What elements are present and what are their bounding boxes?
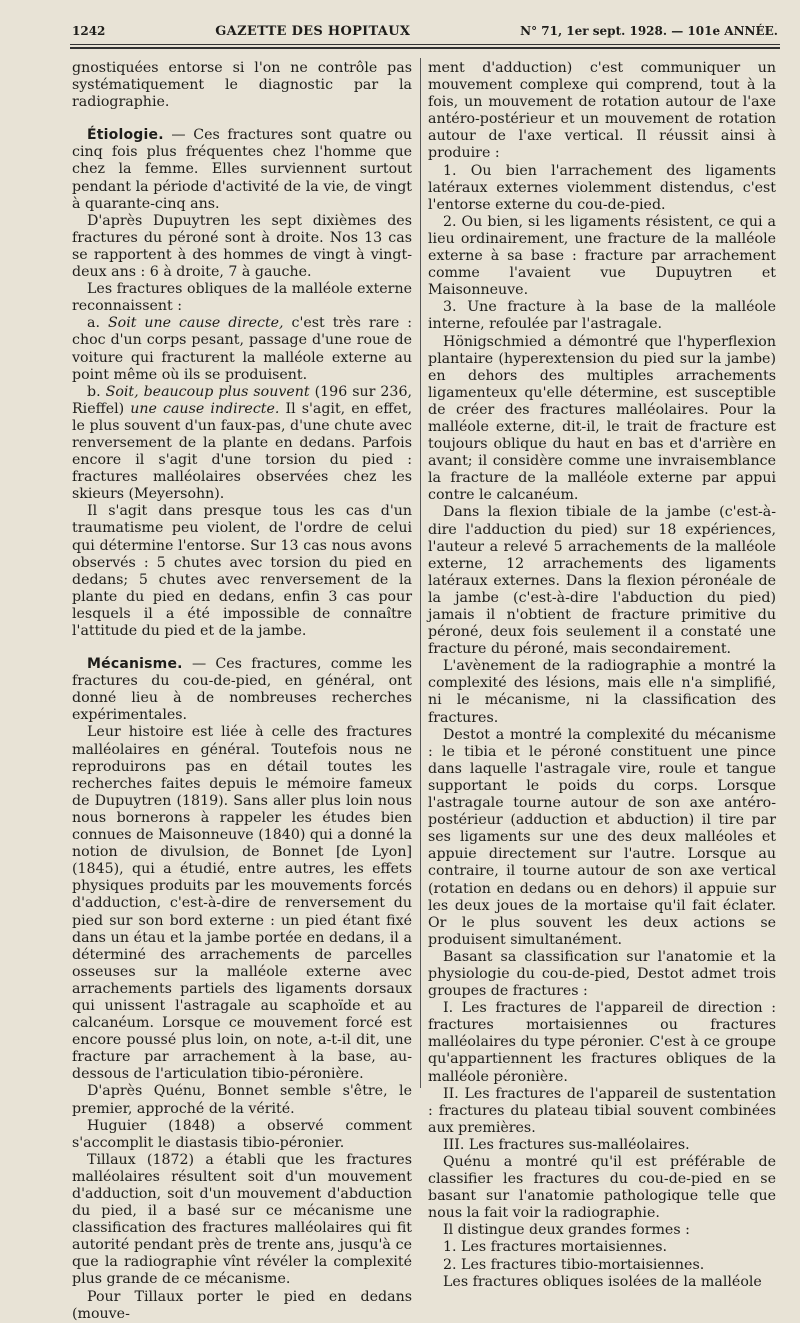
paragraph: D'après Dupuytren les sept dixièmes des fractures du péroné sont à droite. Nos 13 cas se rapportent à des hommes de vingt à vingt-deux ans : 6 à droite, 7 à gauche. xyxy=(72,212,412,281)
paragraph: Tillaux (1872) a établi que les fractures malléolaires résultent soit d'un mouvement d'adduction, soit d'un mouvement d'abduction du pied, il a basé sur ce mécanisme une classification des fractures malléolaires qui fit autorité pendant près de trente ans, jusqu'à ce que la radiographie vînt révéler la complexité plus grande de ce mécanisme. xyxy=(72,1151,412,1288)
list-item-b xyxy=(72,384,412,504)
paragraph-text: Il s'agit, en effet, le plus souvent d'un faux-pas, d'une chute avec renversement de la plante en dedans. Parfois encore il s'agit d'une torsion du pied : fractures malléolaires observées chez les skieurs (Meyersohn). xyxy=(72,400,412,503)
paragraph: L'avènement de la radiographie a montré la complexité des lésions, mais elle n'a simplifié, ni le mécanisme, ni la classification des fractures. xyxy=(428,658,776,726)
paragraph: Les fractures obliques isolées de la malléole xyxy=(443,1273,762,1290)
paragraph: 1. Ou bien l'arrachement des ligaments latéraux externes violemment distendus, c'est l'entorse externe du cou-de-pied. xyxy=(428,162,776,213)
issue-info: N° 71, 1er sept. 1928. — 101e ANNÉE. xyxy=(520,24,778,38)
left-column xyxy=(72,60,412,1322)
paragraph: 2. Les fractures tibio-mortaisiennes. xyxy=(443,1256,705,1273)
paragraph-text: — Ces fractures sont quatre ou cinq fois plus fréquentes chez l'homme que chez la femme. Elles surviennent surtout pendant la période d'activité de la vie, de vingt à quarante-cinq ans. xyxy=(72,127,412,212)
header-rule-thick xyxy=(70,47,780,49)
section-heading-mecanisme: Mécanisme. xyxy=(87,656,183,673)
paragraph-text: c'est très rare : choc d'un corps pesant, passage d'une roue de voiture qui fracturent la malléole externe au point même où ils se produisent. xyxy=(72,315,412,383)
paragraph: Pour Tillaux porter le pied en dedans (mouve- xyxy=(72,1288,412,1322)
emphasis: Soit, beaucoup plus souvent xyxy=(105,383,310,400)
list-item-a xyxy=(72,315,412,383)
list-label: b. xyxy=(87,383,106,400)
paragraph: Basant sa classification sur l'anatomie et la physiologie du cou-de-pied, Destot admet trois groupes de fractures : xyxy=(428,948,776,1000)
paragraph: ment d'adduction) c'est communiquer un mouvement complexe qui comprend, tout à la fois, un mouvement de rotation autour de l'axe antéro-postérieur et un mouvement de rotation autour de l'axe vertical. Il réussit ainsi à produire : xyxy=(428,60,776,162)
section-heading-etiologie: Étiologie. xyxy=(87,127,164,144)
paragraph: 3. Une fracture à la base de la malléole interne, refoulée par l'astragale. xyxy=(428,299,776,333)
emphasis: Soit une cause directe, xyxy=(107,315,284,332)
etiologie-paragraph xyxy=(72,127,412,212)
paragraph: I. Les fractures de l'appareil de direction : fractures mortaisiennes ou fractures malléolaires du type péronier. C'est à ce groupe qu'appartiennent les fractures obliques de la malléole péronière. xyxy=(428,1000,776,1085)
journal-title: GAZETTE DES HOPITAUX xyxy=(215,23,411,39)
right-column xyxy=(428,60,776,1290)
paragraph: Dans la flexion tibiale de la jambe (c'est-à-dire l'adduction du pied) sur 18 expériences, l'auteur a relevé 5 arrachements de la malléole externe, 12 arrachements des ligaments latéraux externes. Dans la flexion péronéale de la jambe (c'est-à-dire l'abduction du pied) jamais il n'obtient de fracture primitive du péroné, deux fois seulement il a constaté une fracture du péroné, mais secondairement. xyxy=(428,504,776,658)
emphasis: une cause indirecte. xyxy=(130,400,280,417)
paragraph: gnostiquées entorse si l'on ne contrôle pas systématiquement le diagnostic par la radiographie. xyxy=(72,60,412,111)
paragraph: II. Les fractures de l'appareil de sustentation : fractures du plateau tibial souvent combinées aux premières. xyxy=(428,1085,776,1136)
mecanisme-paragraph xyxy=(72,656,412,724)
header-rule xyxy=(70,44,780,45)
paragraph: Huguier (1848) a observé comment s'accomplit le diastasis tibio-péronier. xyxy=(72,1117,412,1151)
paragraph: Leur histoire est liée à celle des fractures malléolaires en général. Toutefois nous ne reproduirons pas en détail toutes les recherches faites depuis le mémoire fameux de Dupuytren (1819). Sans aller plus loin nous nous bornerons à rappeler les études bien connues de Maisonneuve (1840) qui a donné la notion de divulsion, de Bonnet [de Lyon] (1845), qui a étudié, entre autres, les effets physiques produits par les mouvements forcés d'adduction, c'est-à-dire de renversement du pied sur son bord externe : un pied étant fixé dans un étau et la jambe portée en dedans, il a déterminé des arrachements de parcelles osseuses sur la malléole externe avec arrachements partiels des ligaments dorsaux qui unissent l'astragale au scaphoïde et au calcanéum. Lorsque ce mouvement forcé est encore poussé plus loin, on note, a-t-il dit, une fracture par arrachement à la base, au-dessous de l'articulation tibio-péronière. xyxy=(72,724,412,1083)
page-header xyxy=(72,20,778,42)
list-label: a. xyxy=(87,315,108,332)
paragraph: III. Les fractures sus-malléolaires. xyxy=(443,1136,690,1153)
paragraph: Il s'agit dans presque tous les cas d'un traumatisme peu violent, de l'ordre de celui qui détermine l'entorse. Sur 13 cas nous avons observés : 5 chutes avec torsion du pied en dedans; 5 chutes avec renversement de la plante du pied en dedans, enfin 3 cas pour lesquels il a été impossible de connaître l'attitude du pied et de la jambe. xyxy=(72,503,412,639)
paragraph-text: — Ces fractures, comme les fractures du cou-de-pied, en général, ont donné lieu à de nombreuses recherches expérimentales. xyxy=(72,656,412,724)
column-divider xyxy=(420,58,421,1088)
paragraph: Il distingue deux grandes formes : xyxy=(443,1222,690,1239)
paragraph: Les fractures obliques de la malléole externe reconnaissent : xyxy=(72,281,412,315)
paragraph: Hönigschmied a démontré que l'hyperflexion plantaire (hyperextension du pied sur la jambe) en dehors des multiples arrachements ligamenteux qu'elle détermine, est susceptible de créer des fractures malléolaires. Pour la malléole externe, dit-il, le trait de fracture est toujours oblique du haut en bas et d'arrière en avant; il considère comme une invraisemblance la fracture de la malléole externe par appui contre le calcanéum. xyxy=(428,333,776,504)
paragraph: Destot a montré la complexité du mécanisme : le tibia et le péroné constituent une pince dans laquelle l'astragale vire, roule et tangue supportant le poids du corps. Lorsque l'astragale tourne autour de son axe antéro-postérieur (adduction et abduction) il tire par ses ligaments sur une des deux malléoles et appuie directement sur l'autre. Lorsque au contraire, il tourne autour de son axe vertical (rotation en dedans ou en dehors) il appuie sur les deux joues de la mortaise qu'il fait éclater. Or le plus souvent les deux actions se produisent simultanément. xyxy=(428,726,776,948)
page-number: 1242 xyxy=(72,24,106,38)
paragraph: Quénu a montré qu'il est préférable de classifier les fractures du cou-de-pied en se basant sur l'anatomie pathologique telle que nous la fait voir la radiographie. xyxy=(428,1154,776,1222)
paragraph-text: (196 sur 236, Rieffel) xyxy=(72,383,412,417)
paragraph: 1. Les fractures mortaisiennes. xyxy=(443,1239,668,1256)
paragraph: D'après Quénu, Bonnet semble s'être, le premier, approché de la vérité. xyxy=(72,1083,412,1117)
paragraph: 2. Ou bien, si les ligaments résistent, ce qui a lieu ordinairement, une fracture de la malléole externe à sa base : fracture par arrachement comme l'avaient vue Dupuytren et Maisonneuve. xyxy=(428,213,776,299)
